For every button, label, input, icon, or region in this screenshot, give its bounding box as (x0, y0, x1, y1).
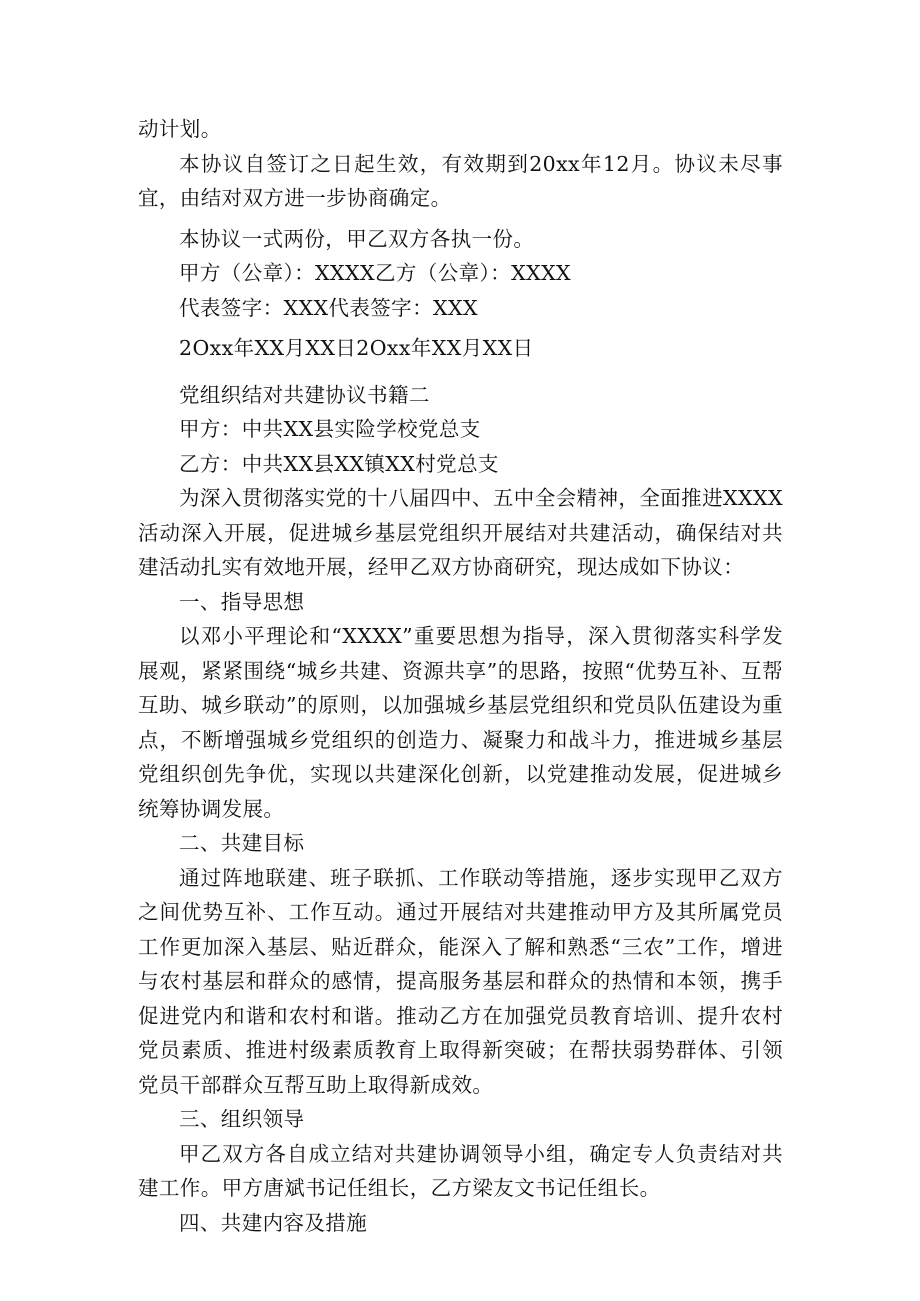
paragraph-goals: 通过阵地联建、班子联抓、工作联动等措施，逐步实现甲乙双方之间优势互补、工作互动。通过开展结对共建推动甲方及其所属党员工作更加深入基层、贴近群众，能深入了解和熟悉“三农”工作，增进与农村基层和群众的感情，提高服务基层和群众的热情和本领，携手促进党内和谐和农村和谐。推动乙方在加强党员教育培训、提升农村党员素质、推进村级素质教育上取得新突破；在帮扶弱势群体、引领党员干部群众互帮互助上取得新成效。 (138, 865, 783, 1097)
paragraph-validity: 本协议自签订之日起生效，有效期到20xx年12月。协议未尽事宜，由结对双方进一步协商确定。 (138, 151, 783, 210)
document-body (138, 112, 783, 1240)
signature-seal-line: 甲方（公章）：XXXX乙方（公章）：XXXX (179, 261, 572, 285)
signature-date-line: 2Oxx年XX月XX日2Oxx年XX月XX日 (179, 336, 534, 360)
paragraph-preamble: 为深入贯彻落实党的十八届四中、五中全会精神，全面推进XXXX活动深入开展，促进城乡基层党组织开展结对共建活动，确保结对共建活动扎实有效地开展，经甲乙双方协商研究，现达成如下协议： (138, 486, 783, 579)
paragraph-leadership: 甲乙双方各自成立结对共建协调领导小组，确定专人负责结对共建工作。甲方唐斌书记任组长，乙方梁友文书记任组长。 (138, 1141, 783, 1200)
heading-goals: 二、共建目标 (179, 831, 305, 855)
heading-leadership: 三、组织领导 (179, 1107, 305, 1131)
paragraph-copies: 本协议一式两份，甲乙双方各执一份。 (179, 226, 535, 251)
paragraph-continuation: 动计划。 (138, 117, 222, 141)
heading-guiding-thought: 一、指导思想 (179, 589, 305, 614)
paragraph-guiding-thought: 以邓小平理论和“XXXX”重要思想为指导，深入贯彻落实科学发展观，紧紧围绕“城乡共建、资源共享”的思路，按照“优势互补、互帮互助、城乡联动”的原则，以加强城乡基层党组织和党员队伍建设为重点，不断增强城乡党组织的创造力、凝聚力和战斗力，推进城乡基层党组织创先争优，实现以共建深化创新，以党建推动发展，促进城乡统筹协调发展。 (138, 624, 783, 821)
signature-representative-line: 代表签字：XXX代表签字：XXX (179, 295, 478, 320)
heading-content-measures: 四、共建内容及措施 (179, 1210, 368, 1235)
party-a-line: 甲方：中共XX县实险学校党总支 (179, 417, 481, 441)
section-title: 党组织结对共建协议书籍二 (179, 382, 430, 407)
party-b-line: 乙方：中共XX县XX镇XX村党总支 (179, 451, 499, 476)
